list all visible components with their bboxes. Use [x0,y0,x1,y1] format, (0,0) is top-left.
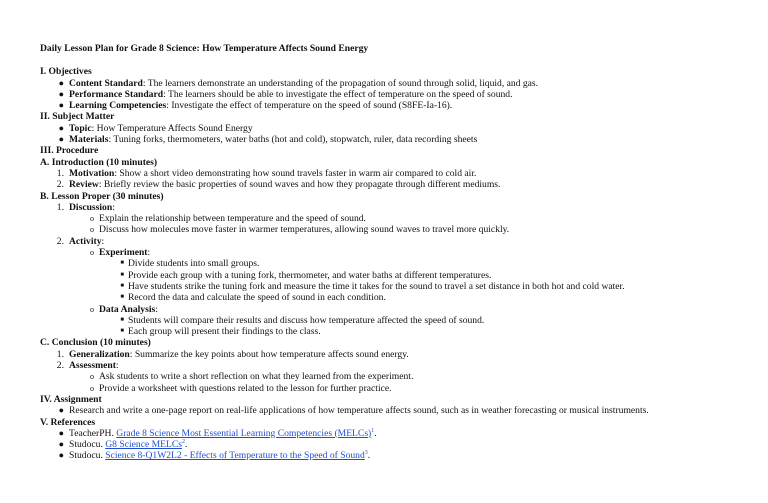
conclusion-heading: C. Conclusion (10 minutes) [40,337,151,349]
item-text: Provide each group with a tuning fork, thermometer, and water baths at different temperatures. [128,269,492,281]
item-text: : The learners demonstrate an understanding of the propagation of sound through solid, liquid, and gas. [142,77,539,89]
list-item [40,304,768,315]
reference-link[interactable]: Grade 8 Science Most Essential Learning Competencies (MELCs) [116,427,372,439]
square-bullet-icon: ■ [120,271,124,278]
list-item [40,405,768,416]
reference-item [40,450,768,461]
item-label: Materials [69,134,109,146]
item-label: Learning Competencies [69,100,167,112]
list-item [40,100,768,111]
item-number: 2. [56,179,64,191]
square-bullet-icon: ■ [120,294,124,301]
list-item [40,224,768,235]
circle-bullet-icon: o [90,383,94,393]
list-item [40,281,768,292]
reference-item [40,428,768,439]
objectives-heading: I. Objectives [40,66,92,78]
item-number: 2. [56,360,64,372]
footnote-marker[interactable]: 2 [182,438,185,445]
introduction-list [40,168,768,191]
document-title: Daily Lesson Plan for Grade 8 Science: How Temperature Affects Sound Energy [40,43,369,54]
item-text: : Show a short video demonstrating how sound travels faster in warm air compared to cold air. [114,167,477,179]
bullet-icon: ● [58,88,64,99]
list-item [40,360,768,371]
lesson-proper-heading: B. Lesson Proper (30 minutes) [40,190,164,202]
item-label: Review [69,179,99,191]
bullet-icon: ● [58,427,64,438]
assignment-heading: IV. Assignment [40,393,102,405]
item-text: : Tuning forks, thermometers, water baths (hot and cold), stopwatch, ruler, data recording sheets [108,134,478,146]
item-text: Have students strike the tuning fork and measure the time it takes for the sound to travel a set distance in both hot and cold water. [128,280,625,292]
item-label: Assessment [69,360,116,372]
bullet-icon: ● [58,122,64,133]
item-label: Topic [69,122,92,134]
item-label: Experiment [99,247,148,259]
bullet-icon: ● [58,77,64,88]
list-item [40,89,768,100]
item-number: 1. [56,201,64,213]
item-label: Motivation [69,167,115,179]
reference-end: . [185,439,188,451]
circle-bullet-icon: o [90,225,94,235]
square-bullet-icon: ■ [120,328,124,335]
reference-end: . [374,427,377,439]
list-item [40,383,768,394]
item-label: Content Standard [69,77,143,89]
reference-source: Studocu. [69,439,106,451]
references-list [40,428,768,462]
list-item [40,78,768,89]
reference-link[interactable]: G8 Science MELCs [105,439,182,451]
circle-bullet-icon: o [90,304,94,314]
item-text: : [147,247,151,259]
circle-bullet-icon: o [90,214,94,224]
introduction-heading: A. Introduction (10 minutes) [40,156,158,168]
item-text: Each group will present their findings to the class. [128,326,321,338]
item-label: Discussion [69,201,113,213]
item-text: : How Temperature Affects Sound Energy [91,122,253,134]
item-text: : [155,303,158,315]
list-item [40,236,768,247]
item-text: Discuss how molecules move faster in warmer temperatures, allowing sound waves to travel more quickly. [99,224,510,236]
square-bullet-icon: ■ [120,316,124,323]
bullet-icon: ● [58,100,64,111]
bullet-icon: ● [58,405,64,416]
circle-bullet-icon: o [90,248,94,258]
item-text: Ask students to write a short reflection on what they learned from the experiment. [99,371,414,383]
reference-source: TeacherPH. [69,427,117,439]
item-number: 1. [56,348,64,360]
lesson-proper-list [40,202,768,338]
list-item [40,213,768,224]
list-item [40,247,768,258]
item-text: : Summarize the key points about how temperature affects sound energy. [129,348,409,360]
list-item [40,258,768,269]
square-bullet-icon: ■ [120,260,124,267]
item-text: : The learners should be able to investigate the effect of temperature on the speed of sound. [163,88,513,100]
bullet-icon: ● [58,439,64,450]
item-text: Research and write a one-page report on real-life applications of how temperature affects sound, such as in weather forecasting or musical instruments. [69,405,649,417]
list-item [40,123,768,134]
list-item [40,292,768,303]
item-label: Activity [69,235,102,247]
list-item [40,179,768,190]
conclusion-list [40,349,768,394]
list-item [40,326,768,337]
circle-bullet-icon: o [90,372,94,382]
list-item [40,134,768,145]
list-item [40,270,768,281]
item-number: 1. [56,167,64,179]
subject-matter-list [40,123,768,146]
item-text: : [112,201,115,213]
item-text: : [115,360,119,372]
square-bullet-icon: ■ [120,282,124,289]
reference-source: Studocu. [69,450,106,462]
list-item [40,349,768,360]
item-text: Record the data and calculate the speed of sound in each condition. [128,292,386,304]
assignment-list [40,405,768,416]
footnote-marker[interactable]: 3 [364,450,368,457]
item-text: Provide a worksheet with questions related to the lesson for further practice. [99,382,392,394]
footnote-marker[interactable]: 1 [371,427,375,434]
bullet-icon: ● [58,450,64,461]
list-item [40,371,768,382]
item-text: Students will compare their results and discuss how temperature affected the speed of sound. [128,314,485,326]
reference-end: . [367,450,371,462]
item-text: : Briefly review the basic properties of sound waves and how they propagate through different mediums. [98,179,501,191]
item-text: : Investigate the effect of temperature on the speed of sound (S8FE-Ia-16). [166,100,453,112]
item-number: 2. [56,235,64,247]
objectives-list [40,78,768,112]
reference-item [40,439,768,450]
procedure-heading: III. Procedure [40,145,99,157]
item-label: Data Analysis [99,303,156,315]
item-text: : [101,235,105,247]
reference-link[interactable]: Science 8-Q1W2L2 - Effects of Temperature to the Speed of Sound [105,450,365,462]
list-item [40,315,768,326]
item-text: Divide students into small groups. [128,258,260,270]
list-item [40,202,768,213]
list-item [40,168,768,179]
item-label: Performance Standard [69,88,164,100]
item-text: Explain the relationship between temperature and the speed of sound. [99,213,366,225]
references-heading: V. References [40,416,96,428]
bullet-icon: ● [58,134,64,145]
item-label: Generalization [69,348,130,360]
subject-matter-heading: II. Subject Matter [40,111,115,123]
